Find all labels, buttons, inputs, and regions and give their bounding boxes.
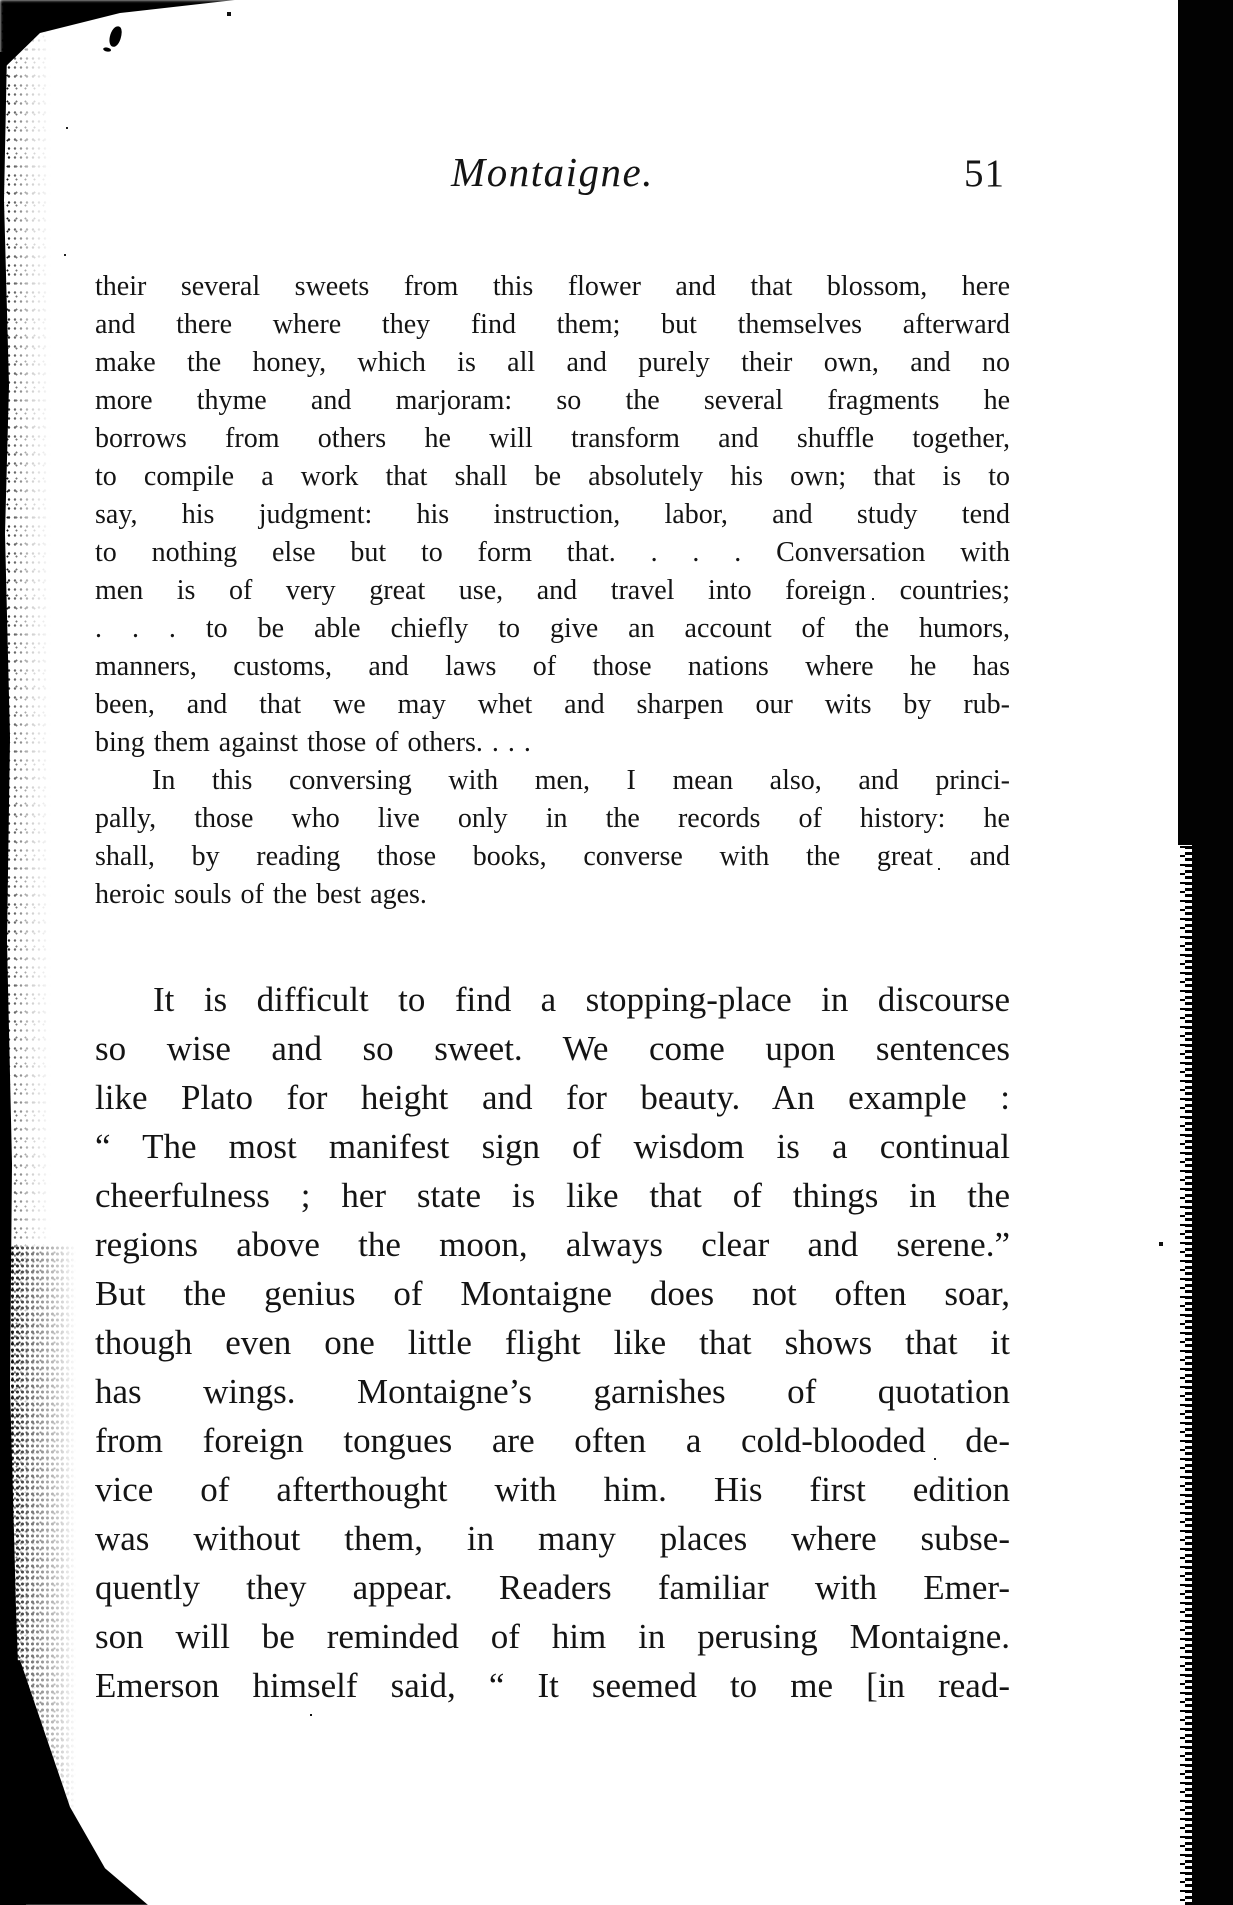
scan-edge-bar-right xyxy=(1192,0,1233,1905)
text-line: Emerson himself said, “ It seemed to me [in read- xyxy=(95,1666,1010,1705)
body-text-block xyxy=(95,975,1010,1710)
text-line: shall, by reading those books, converse with the great and xyxy=(95,841,1010,872)
text-line: In this conversing with men, I mean also, and princi- xyxy=(152,765,1010,796)
text-line: regions above the moon, always clear and serene.” xyxy=(95,1225,1010,1264)
text-line: been, and that we may whet and sharpen our wits by rub- xyxy=(95,689,1010,720)
text-line: . . . to be able chiefly to give an account of the humors, xyxy=(95,613,1010,644)
running-header-title: Montaigne. xyxy=(451,149,654,195)
text-line: “ The most manifest sign of wisdom is a continual xyxy=(95,1127,1010,1166)
text-line: more thyme and marjoram: so the several fragments he xyxy=(95,385,1010,416)
text-line: their several sweets from this flower and that blossom, here xyxy=(95,271,1010,302)
text-line: borrows from others he will transform and shuffle together, xyxy=(95,423,1010,454)
text-line: But the genius of Montaigne does not often soar, xyxy=(95,1274,1010,1313)
text-line: and there where they find them; but themselves afterward xyxy=(95,309,1010,340)
text-line: has wings. Montaigne’s garnishes of quotation xyxy=(95,1372,1010,1411)
text-line: to nothing else but to form that. . . . Conversation with xyxy=(95,537,1010,568)
page-number: 51 xyxy=(964,152,1005,195)
text-line: cheerfulness ; her state is like that of things in the xyxy=(95,1176,1010,1215)
text-line: pally, those who live only in the records of history: he xyxy=(95,803,1010,834)
text-line: It is difficult to find a stopping-place in discourse xyxy=(153,980,1010,1019)
text-line: say, his judgment: his instruction, labor, and study tend xyxy=(95,499,1010,530)
text-line: bing them against those of others. . . . xyxy=(95,727,531,758)
text-line: though even one little flight like that shows that it xyxy=(95,1323,1010,1362)
ink-smudge-top-left xyxy=(108,25,123,48)
text-line: heroic souls of the best ages. xyxy=(95,879,427,910)
quoted-extract-block xyxy=(95,268,1010,914)
text-line: like Plato for height and for beauty. An example : xyxy=(95,1078,1010,1117)
text-line: from foreign tongues are often a cold-blooded de- xyxy=(95,1421,1010,1460)
text-line: son will be reminded of him in perusing Montaigne. xyxy=(95,1617,1010,1656)
text-line: quently they appear. Readers familiar with Emer- xyxy=(95,1568,1010,1607)
text-line: so wise and so sweet. We come upon sentences xyxy=(95,1029,1010,1068)
text-line: manners, customs, and laws of those nations where he has xyxy=(95,651,1010,682)
text-line: to compile a work that shall be absolutely his own; that is to xyxy=(95,461,1010,492)
ink-specks xyxy=(0,0,2,2)
text-line: was without them, in many places where subse- xyxy=(95,1519,1010,1558)
text-line: men is of very great use, and travel into foreign countries; xyxy=(95,575,1010,606)
text-line: vice of afterthought with him. His first edition xyxy=(95,1470,1010,1509)
text-line: make the honey, which is all and purely their own, and no xyxy=(95,347,1010,378)
